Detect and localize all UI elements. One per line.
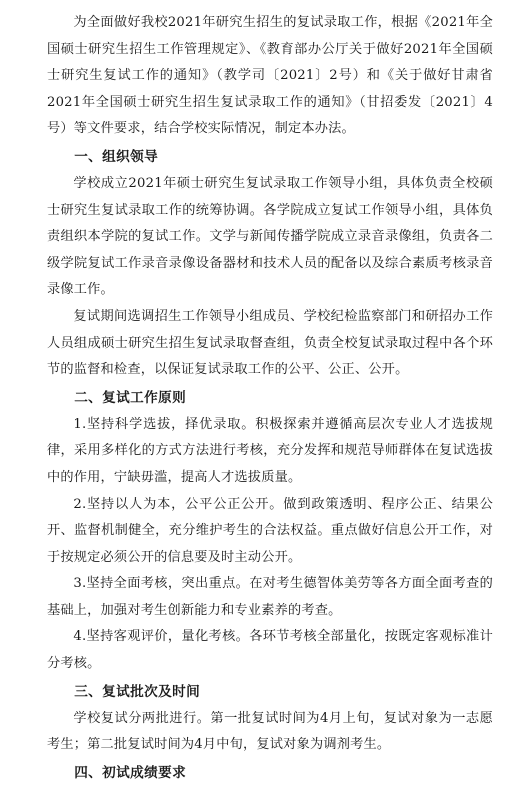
section-schedule <box>47 678 493 759</box>
body-paragraph: 2.坚持以人为本，公平公正公开。做到政策透明、程序公正、结果公开、监督机制健全，充分维护考生的合法权益。重点做好信息公开工作，对于按规定必须公开的信息要及时主动公开。 <box>47 496 493 565</box>
body-paragraph: 复试期间选调招生工作领导小组成员、学校纪检监察部门和研招办工作人员组成硕士研究生招生复试录取督查组，负责全校复试录取过程中各个环节的监督和检查，以保证复试录取工作的公平、公正、公开。 <box>47 308 493 378</box>
section-score-requirements <box>47 759 493 787</box>
section-heading: 四、初试成绩要求 <box>74 764 187 781</box>
section-principles <box>47 384 493 678</box>
intro-paragraph: 为全面做好我校2021年研究生招生的复试录取工作，根据《2021年全国硕士研究生招生工作管理规定》、《教育部办公厅关于做好2021年全国硕士研究生复试工作的通知》（教学司〔2021〕2号）和《关于做好甘肃省2021年全国硕士研究生招生复试录取工作的通知》（甘招委发〔2021〕4号）等文件要求，结合学校实际情况，制定本办法。 <box>47 15 493 137</box>
body-paragraph: 4.坚持客观评价，量化考核。各环节考核全部量化，按既定客观标准计分考核。 <box>47 629 493 672</box>
section-organization <box>47 143 493 384</box>
section-heading: 二、复试工作原则 <box>74 389 187 406</box>
section-heading: 一、组织领导 <box>74 148 159 165</box>
body-paragraph: 学校成立2021年硕士研究生复试录取工作领导小组，具体负责全校硕士研究生复试录取工作的统筹协调。各学院成立复试工作领导小组，具体负责组织本学院的复试工作。文学与新闻传播学院成立录音录像组，负责各二级学院复试工作录音录像设备器材和技术人员的配备以及综合素质考核录音录像工作。 <box>47 175 493 298</box>
section-heading: 三、复试批次及时间 <box>74 683 201 700</box>
body-paragraph: 1.坚持科学选拔，择优录取。积极探索并遵循高层次专业人才选拔规律，采用多样化的方式方法进行考核，充分发挥和规范导师群体在复试选拔中的作用，宁缺毋滥，提高人才选拔质量。 <box>47 416 493 485</box>
body-paragraph: 3.坚持全面考核，突出重点。在对考生德智体美劳等各方面全面考查的基础上，加强对考生创新能力和专业素养的考查。 <box>47 576 493 618</box>
body-paragraph: 学校复试分两批进行。第一批复试时间为4月上旬，复试对象为一志愿考生；第二批复试时间为4月中旬，复试对象为调剂考生。 <box>47 710 493 753</box>
